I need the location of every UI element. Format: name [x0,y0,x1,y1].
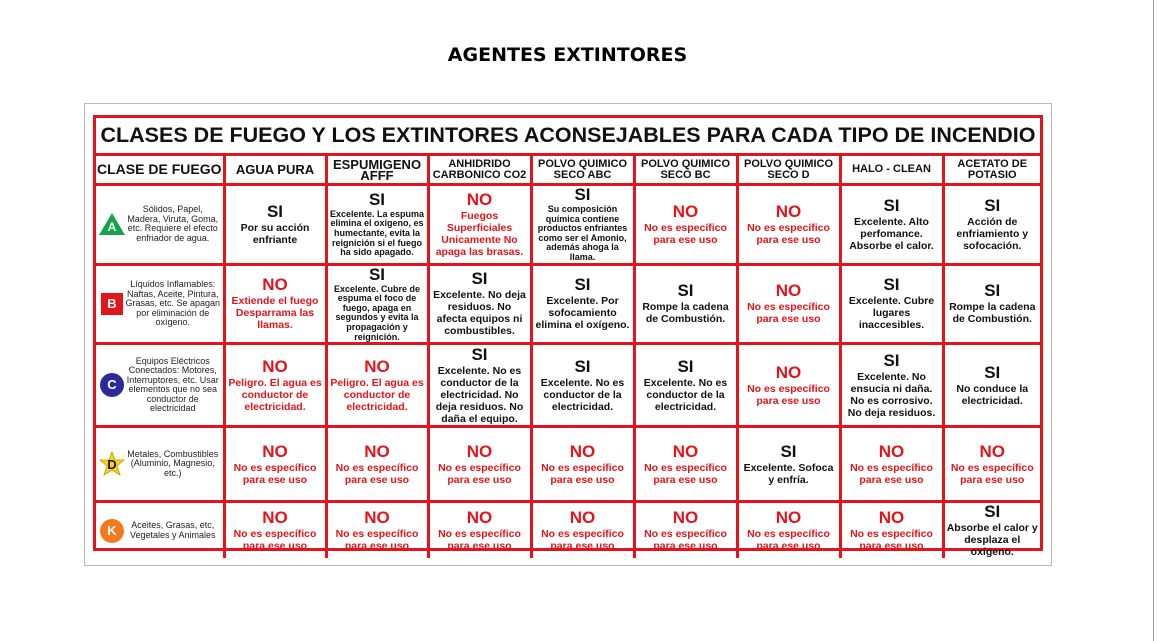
class-b-square-icon [99,291,125,317]
class-c-letter: C [107,377,117,393]
note: No es específico para ese uso [644,461,727,486]
verdict: SI [368,189,386,209]
verdict: NO [672,441,699,461]
verdict: NO [979,441,1005,461]
verdict: NO [262,275,288,295]
header-agua-pura: AGUA PURA [224,156,326,185]
cell-b-bc [634,264,737,344]
verdict: NO [262,508,288,528]
note: No es específico para ese uso [541,528,624,553]
note: Excelente. Por sofocamiento elimina el oxígeno. [535,295,630,332]
class-cell-c [96,344,224,427]
note: Peligro. El agua es conductor de electricidad. [228,376,322,413]
verdict: SI [883,350,900,370]
cell-k-co2 [428,502,531,559]
note: No es específico para ese uso [950,461,1034,486]
cell-b-acetato [943,264,1040,344]
page-title: AGENTES EXTINTORES [447,44,688,66]
verdict: SI [574,185,591,204]
cell-a-halo [840,185,943,265]
note: Excelente. Alto perfomance. Absorbe el calor. [849,215,934,252]
verdict: SI [883,195,900,215]
cell-k-d [737,502,840,559]
verdict: NO [878,441,905,461]
verdict: SI [266,201,284,221]
verdict: SI [677,356,694,376]
class-a-triangle-icon [99,211,125,237]
cell-d-agua [224,427,326,502]
verdict: SI [574,275,591,295]
header-polvo-d: POLVO QUIMICO SECO D [737,156,840,185]
chart-banner: CLASES DE FUEGO Y LOS EXTINTORES ACONSEJABLES PARA CADA TIPO DE INCENDIO [96,118,1040,156]
class-cell-b [96,264,224,344]
cell-c-acetato [943,344,1040,427]
class-cell-d [96,427,224,502]
cell-d-halo [840,427,943,502]
cell-b-d [737,264,840,344]
note: No es específico para ese uso [644,221,727,246]
note: No es específico para ese uso [233,461,317,486]
cell-c-bc [634,344,737,427]
verdict: SI [984,362,1001,382]
header-co2: ANHIDRIDO CARBONICO CO2 [428,156,531,185]
fire-class-chart [93,115,1043,559]
verdict: NO [775,508,802,528]
cell-a-d [737,185,840,265]
note: No es específico para ese uso [747,382,830,407]
note: No es específico para ese uso [747,221,830,246]
note: Absorbe el calor y desplaza el oxígeno. [946,522,1038,559]
note: No es específico para ese uso [335,528,419,553]
cell-c-halo [840,344,943,427]
cell-a-co2 [428,185,531,265]
header-clase-de-fuego: CLASE DE FUEGO [96,156,224,185]
note: No es específico para ese uso [438,528,521,553]
table-row-class-a [96,185,1040,265]
cell-d-d [737,427,840,502]
verdict: NO [262,441,288,461]
cell-c-abc [531,344,634,427]
verdict: NO [775,201,802,221]
verdict: NO [364,508,390,528]
cell-c-espuma [326,344,428,427]
cell-c-d [737,344,840,427]
class-cell-a [96,185,224,265]
note: No es específico para ese uso [850,461,933,486]
class-b-letter: B [107,295,117,311]
table-row-class-c [96,344,1040,427]
extinguisher-table [96,156,1040,558]
table-row-class-k [96,502,1040,559]
header-row [96,156,1040,185]
class-a-description: Sólidos, Papel, Madera, Viruta, Goma, etc. Requiere el efecto enfriador de agua. [127,204,219,243]
verdict: SI [883,275,900,295]
note: Fuegos Superficiales Unicamente No apaga las brasas. [435,209,524,258]
cell-b-abc [531,264,634,344]
class-cell-k [96,502,224,559]
class-d-star-icon [99,451,125,477]
note: No es específico para ese uso [335,461,419,486]
note: Excelente. No ensucia ni daña. No es corrosivo. No deja residuos. [847,370,936,419]
class-k-letter: K [107,522,117,538]
verdict: NO [364,356,390,376]
note: Peligro. El agua es conductor de electricidad. [330,376,424,413]
header-espumigeno: ESPUMIGENO AFFF [326,156,428,185]
class-d-letter: D [107,457,117,473]
cell-k-bc [634,502,737,559]
note: Por su acción enfriante [240,221,310,246]
cell-a-abc [531,185,634,265]
note: No es específico para ese uso [747,528,830,553]
cell-a-agua [224,185,326,265]
cell-a-espuma [326,185,428,265]
cell-d-espuma [326,427,428,502]
cell-d-acetato [943,427,1040,502]
table-row-class-b [96,264,1040,344]
verdict: SI [780,441,797,461]
cell-k-halo [840,502,943,559]
verdict: NO [672,508,699,528]
note: Excelente. No es conductor de la electricidad. [540,376,625,413]
header-acetato: ACETATO DE POTASIO [943,156,1040,185]
class-c-circle-icon [99,372,125,398]
cell-k-espuma [326,502,428,559]
verdict: NO [466,189,493,209]
note: No es específico para ese uso [850,528,933,553]
note: No es específico para ese uso [644,528,727,553]
table-row-class-d [96,427,1040,502]
verdict: SI [574,356,591,376]
note: Excelente. Sofoca y enfría. [743,461,834,486]
verdict: NO [878,508,905,528]
header-halo-clean: HALO - CLEAN [840,156,943,185]
note: No es específico para ese uso [747,301,830,326]
cell-b-espuma [326,264,428,344]
note: No es específico para ese uso [233,528,317,553]
verdict: SI [471,344,488,364]
cell-b-halo [840,264,943,344]
verdict: SI [471,269,488,289]
note: Rompe la cadena de Combustión. [642,301,729,326]
note: Excelente. No es conductor de la electricidad. [643,376,728,413]
note: No conduce la electricidad. [956,382,1029,407]
note: Excelente. No es conductor de la electricidad. No deja residuos. No daña el equipo. [435,364,524,425]
cell-a-bc [634,185,737,265]
verdict: NO [672,201,699,221]
verdict: NO [262,356,288,376]
verdict: NO [466,508,493,528]
cell-c-agua [224,344,326,427]
cell-d-co2 [428,427,531,502]
verdict: SI [368,264,386,284]
class-d-description: Metales, Combustibles (Aluminio, Magnesio, etc.) [127,448,219,478]
note: Acción de enfriamiento y sofocación. [956,215,1029,252]
cell-k-agua [224,502,326,559]
cell-k-abc [531,502,634,559]
verdict: NO [775,362,802,382]
note: Su composición química contiene productos enfriantes como ser el Amonio, además ahoga la llama. [537,204,628,262]
cell-c-co2 [428,344,531,427]
cell-a-acetato [943,185,1040,265]
class-k-description: Aceites, Grasas, etc, Vegetales y Animales [129,520,216,540]
note: Excelente. La espuma elimina el oxígeno, es humectante, evita la reignición si el fuego ha sido apagado. [329,208,425,258]
cell-d-bc [634,427,737,502]
class-k-circle-icon [99,518,125,544]
verdict: SI [677,281,694,301]
class-b-description: Líquidos Inflamables: Naftas, Aceite, Pintura, Grasas, etc. Se apagan por eliminación de oxígeno. [125,279,221,328]
verdict: NO [775,281,802,301]
verdict: SI [984,502,1001,522]
note: Excelente. Cubre lugares inaccesibles. [848,295,935,332]
note: No es específico para ese uso [541,461,624,486]
cell-b-agua [224,264,326,344]
verdict: NO [569,508,596,528]
class-a-letter: A [107,220,117,235]
verdict: NO [569,441,596,461]
note: Extiende el fuego Desparrama las llamas. [231,295,319,332]
class-c-description: Equipos Eléctricos Conectados: Motores, Interruptores, etc. Usar elementos que no sea conductor de electricidad [126,355,219,414]
note: No es específico para ese uso [438,461,521,486]
verdict: SI [984,281,1001,301]
note: Rompe la cadena de Combustión. [949,301,1036,326]
verdict: NO [466,441,493,461]
note: Excelente. Cubre de espuma el foco de fuego, apaga en segundos y evita la propagación y reignición. [333,283,421,342]
cell-b-co2 [428,264,531,344]
cell-d-abc [531,427,634,502]
cell-k-acetato [943,502,1040,559]
header-polvo-abc: POLVO QUIMICO SECO ABC [531,156,634,185]
verdict: NO [364,441,390,461]
verdict: SI [984,195,1001,215]
page-edge-divider [1153,0,1154,641]
header-polvo-bc: POLVO QUIMICO SECO BC [634,156,737,185]
note: Excelente. No deja residuos. No afecta equipos ni combustibles. [433,289,526,338]
